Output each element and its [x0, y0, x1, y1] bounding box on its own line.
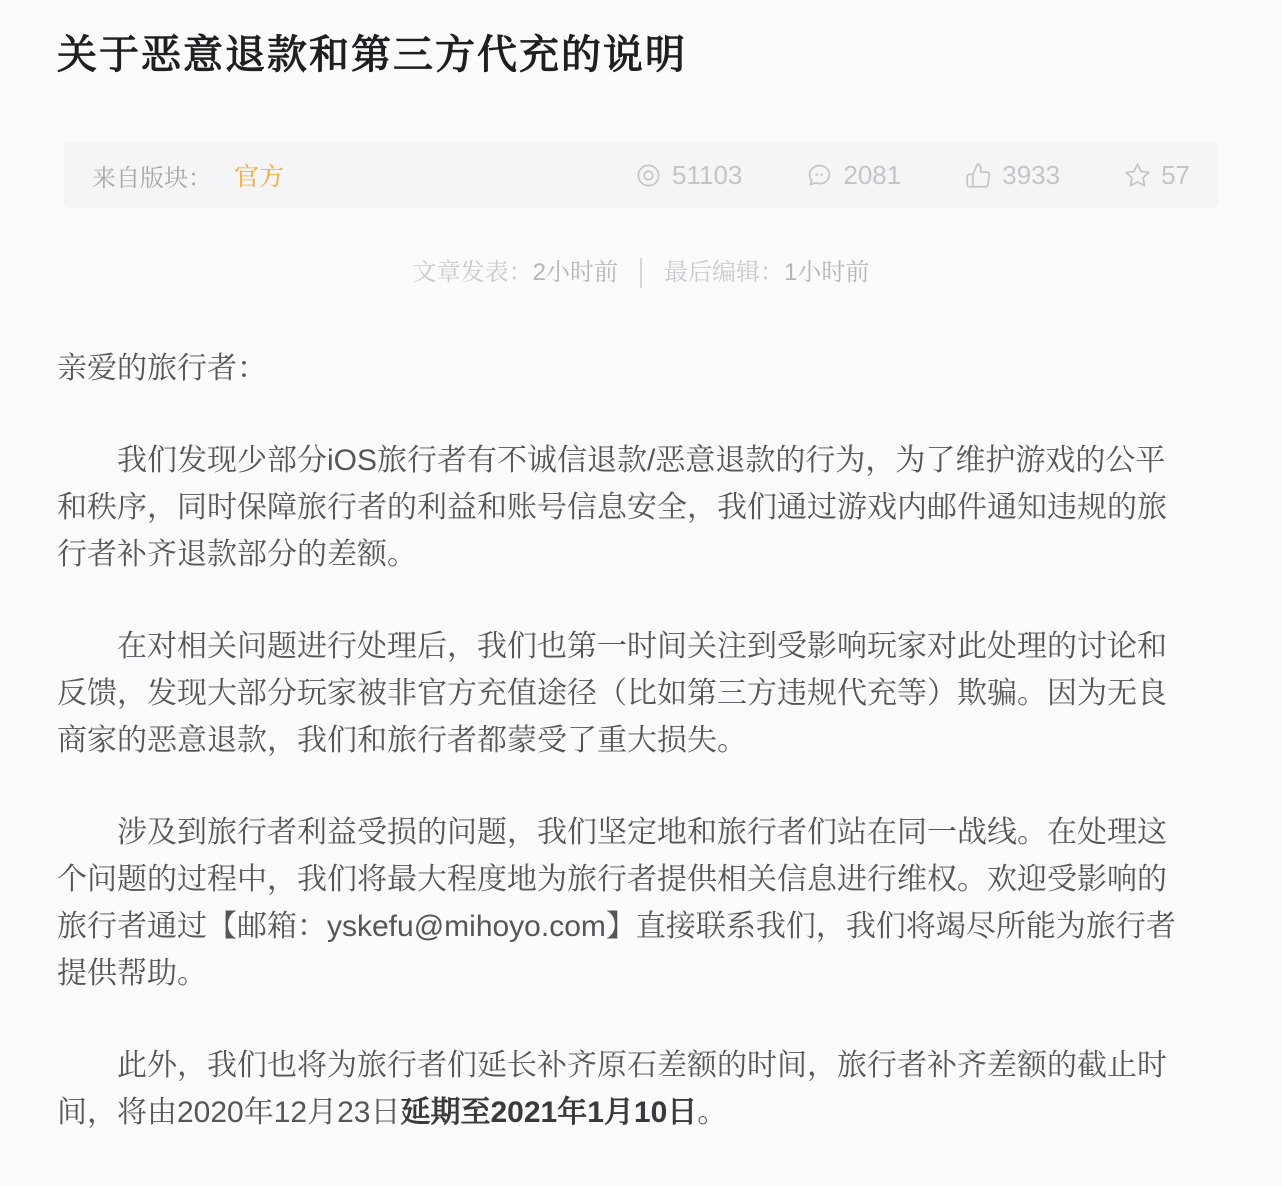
closing-suffix: 。	[697, 1096, 728, 1129]
post-meta-bar	[64, 142, 1218, 208]
page-title: 关于恶意退款和第三方代充的说明	[57, 33, 687, 77]
comment-count-stat[interactable]	[806, 160, 901, 191]
like-count-stat[interactable]	[965, 160, 1060, 191]
favorite-count: 57	[1161, 159, 1190, 190]
article-greeting: 亲爱的旅行者：	[57, 352, 267, 385]
view-count-stat	[635, 160, 742, 191]
closing-prefix: 此外，我们也将为旅行者们延长补齐原石差额的时间，旅行者补齐差额的截止时间，将由2020年12月23日	[57, 1049, 1167, 1129]
timestamp-divider	[640, 258, 642, 288]
article-paragraph-1: 我们发现少部分iOS旅行者有不诚信退款/恶意退款的行为，为了维护游戏的公平和秩序，同时保障旅行者的利益和账号信息安全，我们通过游戏内邮件通知违规的旅行者补齐退款部分的差额。	[57, 444, 1167, 571]
closing-deadline-bold: 延期至2021年1月10日	[400, 1096, 698, 1129]
article-body	[57, 345, 1193, 1136]
comment-count: 2081	[843, 159, 902, 190]
like-count: 3933	[1002, 159, 1061, 190]
article-paragraph-3: 涉及到旅行者利益受损的问题，我们坚定地和旅行者们站在同一战线。在处理这个问题的过程中，我们将最大程度地为旅行者提供相关信息进行维权。欢迎受影响的旅行者通过【邮箱：yskefu@mihoyo.com】直接联系我们，我们将竭尽所能为旅行者提供帮助。	[57, 816, 1176, 990]
thumbs-up-icon	[965, 162, 992, 189]
source-board-label: 来自版块：	[92, 164, 212, 192]
favorite-count-stat[interactable]	[1124, 160, 1190, 191]
edited-value: 1小时前	[784, 259, 870, 286]
views-icon	[635, 162, 662, 189]
timestamp-row	[0, 256, 1282, 290]
view-count: 51103	[672, 159, 743, 190]
article-paragraph-2: 在对相关问题进行处理后，我们也第一时间关注到受影响玩家对此处理的讨论和反馈，发现大部分玩家被非官方充值途径（比如第三方违规代充等）欺骗。因为无良商家的恶意退款，我们和旅行者都蒙受了重大损失。	[57, 630, 1167, 757]
edited-label: 最后编辑：	[664, 259, 784, 286]
article-paragraph-4	[57, 1042, 1193, 1136]
published-label: 文章发表：	[412, 259, 533, 286]
post-stats	[635, 160, 1190, 191]
source-board-tag[interactable]: 官方	[234, 163, 285, 191]
star-icon	[1124, 162, 1151, 189]
published-value: 2小时前	[532, 259, 618, 286]
comments-icon	[806, 162, 833, 189]
